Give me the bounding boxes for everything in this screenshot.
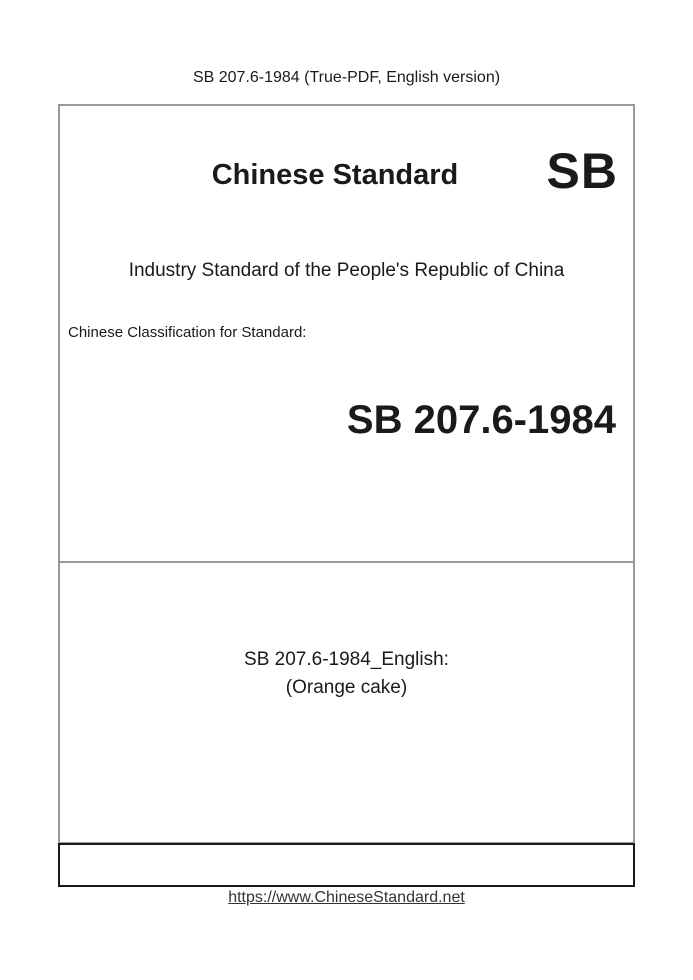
cover-box: [58, 104, 635, 844]
publisher-logo: SB: [546, 143, 618, 199]
english-title-block: [60, 646, 633, 702]
english-title-line1: SB 207.6-1984_English:: [244, 649, 449, 670]
standard-number: SB 207.6-1984: [346, 398, 616, 442]
cover-subtitle: Industry Standard of the People's Republic of China: [128, 260, 565, 281]
section-divider: [60, 561, 633, 563]
footer-box: [58, 843, 635, 887]
cover-title: Chinese Standard: [211, 159, 459, 191]
classification-label: Chinese Classification for Standard:: [68, 324, 307, 341]
website-link[interactable]: https://www.ChineseStandard.net: [228, 889, 465, 906]
page-header-text: SB 207.6-1984 (True-PDF, English version): [192, 69, 501, 86]
english-title-line2: (Orange cake): [285, 677, 408, 698]
